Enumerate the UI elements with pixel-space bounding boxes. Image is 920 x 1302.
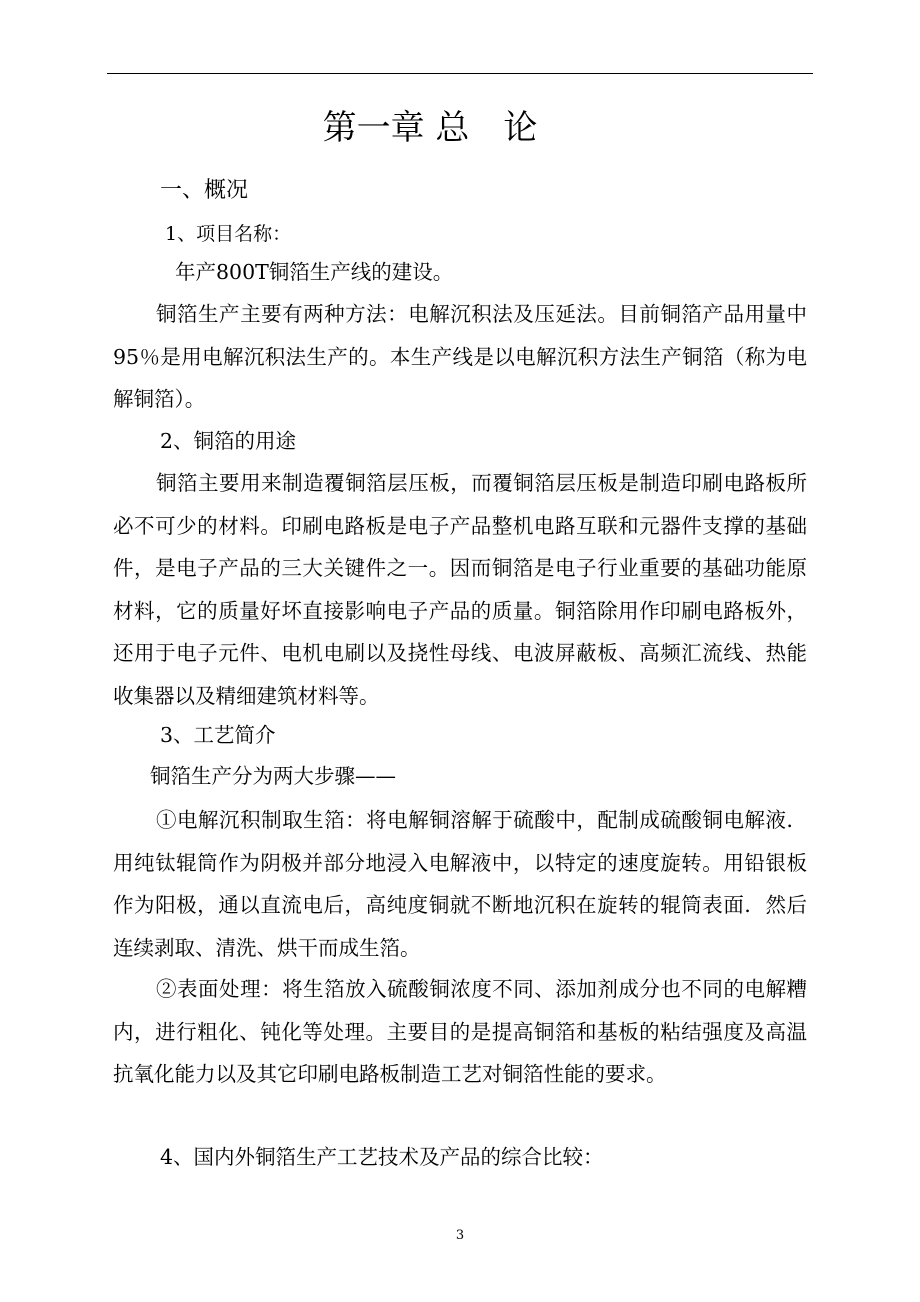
process-intro: 铜箔生产分为两大步骤——: [150, 764, 396, 788]
item-4-label: 4、国内外铜箔生产工艺技术及产品的综合比较：: [160, 1145, 604, 1169]
item-3-label: 3、工艺简介: [160, 723, 276, 747]
item-1-label: 1、项目名称：: [165, 223, 292, 245]
page-number: 3: [455, 1228, 465, 1243]
chapter-title: 第一章 总 论: [322, 108, 538, 148]
process-step-2-paragraph: ②表面处理：将生箔放入硫酸铜浓度不同、添加剂成分也不同的电解糟内，进行粗化、钝化等处理。主要目的是提高铜箔和基板的粘结强度及高温抗氧化能力以及其它印刷电路板制造工艺对铜箔性能的要求。: [113, 977, 807, 1087]
item-2-label: 2、铜箔的用途: [160, 429, 297, 453]
process-step-1-paragraph: ①电解沉积制取生箔：将电解铜溶解于硫酸中，配制成硫酸铜电解液．用纯钛辊筒作为阴极并部分地浸入电解液中，以特定的速度旋转。用铅银板作为阳极，通以直流电后，高纯度铜就不断地沉积在旋转的辊筒表面．然后连续剥取、清洗、烘干而成生箔。: [113, 808, 807, 960]
copper-foil-uses-paragraph: 铜箔主要用来制造覆铜箔层压板，而覆铜箔层压板是制造印刷电路板所必不可少的材料。印刷电路板是电子产品整机电路互联和元器件支撑的基础件，是电子产品的三大关键件之一。因而铜箔是电子行业重要的基础功能原材料，它的质量好坏直接影响电子产品的质量。铜箔除用作印刷电路板外，还用于电子元件、电机电刷以及挠性母线、电波屏蔽板、高频汇流线、热能收集器以及精细建筑材料等。: [113, 471, 807, 708]
project-name-value: 年产800T铜箔生产线的建设。: [175, 260, 454, 284]
section-heading-overview: 一、概况: [160, 178, 249, 203]
header-rule: [107, 73, 813, 74]
production-methods-paragraph: 铜箔生产主要有两种方法：电解沉积法及压延法。目前铜箔产品用量中95％是用电解沉积法生产的。本生产线是以电解沉积方法生产铜箔（称为电解铜箔）。: [113, 302, 807, 412]
